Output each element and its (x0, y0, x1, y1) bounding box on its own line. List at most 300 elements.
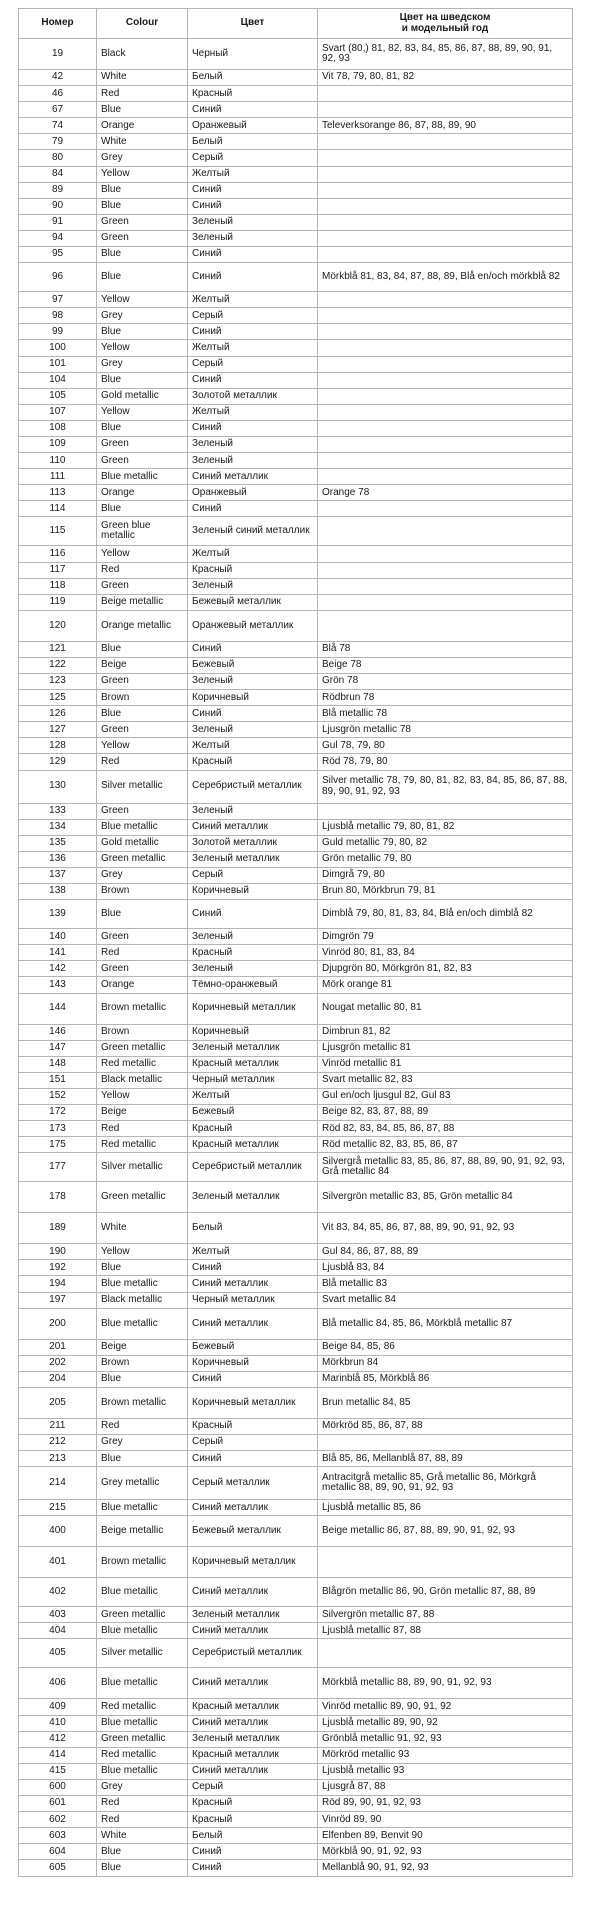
cell-number: 192 (19, 1260, 97, 1276)
table-row (19, 1339, 573, 1355)
cell-swedish-color: Mellanblå 90, 91, 92, 93 (318, 1860, 573, 1876)
table-row (19, 102, 573, 118)
cell-color-ru: Оранжевый (188, 485, 318, 501)
table-row (19, 247, 573, 263)
table-row (19, 292, 573, 308)
cell-color-ru: Синий (188, 1260, 318, 1276)
cell-number: 138 (19, 884, 97, 900)
cell-number: 121 (19, 641, 97, 657)
cell-color-ru: Синий (188, 1371, 318, 1387)
cell-color-ru: Синий металлик (188, 1578, 318, 1607)
cell-color-ru: Красный (188, 945, 318, 961)
cell-number: 100 (19, 340, 97, 356)
cell-number: 175 (19, 1137, 97, 1153)
cell-colour: Grey (97, 867, 188, 883)
table-row (19, 1040, 573, 1056)
cell-colour: Blue (97, 1451, 188, 1467)
cell-number: 414 (19, 1747, 97, 1763)
cell-swedish-color (318, 247, 573, 263)
cell-swedish-color: Televerksorange 86, 87, 88, 89, 90 (318, 118, 573, 134)
cell-color-ru: Зеленый металлик (188, 1607, 318, 1623)
cell-swedish-color (318, 150, 573, 166)
cell-number: 107 (19, 404, 97, 420)
cell-number: 173 (19, 1121, 97, 1137)
cell-swedish-color (318, 198, 573, 214)
table-row (19, 1547, 573, 1578)
cell-color-ru: Серый (188, 356, 318, 372)
cell-colour: Red (97, 1812, 188, 1828)
cell-colour: Brown metallic (97, 1547, 188, 1578)
cell-colour: Blue (97, 372, 188, 388)
cell-swedish-color: Mörkbrun 84 (318, 1355, 573, 1371)
table-row (19, 1088, 573, 1104)
table-row (19, 835, 573, 851)
cell-colour: Red (97, 945, 188, 961)
cell-number: 134 (19, 819, 97, 835)
cell-colour: Silver metallic (97, 770, 188, 803)
table-row (19, 501, 573, 517)
cell-swedish-color: Svart metallic 82, 83 (318, 1072, 573, 1088)
cell-colour: Yellow (97, 404, 188, 420)
cell-number: 109 (19, 436, 97, 452)
cell-swedish-color (318, 469, 573, 485)
cell-swedish-color: Blå metallic 83 (318, 1276, 573, 1292)
table-row (19, 1623, 573, 1639)
cell-number: 200 (19, 1308, 97, 1339)
cell-color-ru: Красный металлик (188, 1137, 318, 1153)
cell-color-ru: Черный металлик (188, 1292, 318, 1308)
cell-colour: Gold metallic (97, 388, 188, 404)
cell-colour: Blue (97, 198, 188, 214)
table-row (19, 1828, 573, 1844)
cell-number: 215 (19, 1500, 97, 1516)
cell-colour: Brown (97, 1355, 188, 1371)
header-number: Номер (19, 9, 97, 39)
cell-colour: Green metallic (97, 851, 188, 867)
cell-number: 409 (19, 1699, 97, 1715)
cell-number: 189 (19, 1213, 97, 1244)
table-row (19, 594, 573, 610)
table-row (19, 1715, 573, 1731)
cell-swedish-color (318, 340, 573, 356)
cell-swedish-color: Ljusblå 83, 84 (318, 1260, 573, 1276)
table-row (19, 722, 573, 738)
cell-number: 117 (19, 562, 97, 578)
cell-color-ru: Синий (188, 1451, 318, 1467)
cell-color-ru: Бежевый (188, 657, 318, 673)
cell-color-ru: Коричневый металлик (188, 1387, 318, 1418)
cell-color-ru: Желтый (188, 546, 318, 562)
cell-number: 95 (19, 247, 97, 263)
cell-number: 412 (19, 1731, 97, 1747)
cell-colour: Silver metallic (97, 1153, 188, 1182)
cell-color-ru: Белый (188, 1213, 318, 1244)
cell-color-ru: Оранжевый (188, 118, 318, 134)
cell-number: 80 (19, 150, 97, 166)
cell-color-ru: Красный металлик (188, 1747, 318, 1763)
cell-swedish-color: Beige metallic 86, 87, 88, 89, 90, 91, 92, 93 (318, 1516, 573, 1547)
cell-swedish-color: Vit 78, 79, 80, 81, 82 (318, 70, 573, 86)
table-row (19, 166, 573, 182)
cell-number: 110 (19, 453, 97, 469)
cell-swedish-color: Ljusgrön metallic 81 (318, 1040, 573, 1056)
cell-colour: Orange metallic (97, 610, 188, 641)
table-row (19, 1104, 573, 1120)
cell-colour: Green (97, 961, 188, 977)
cell-color-ru: Красный (188, 1796, 318, 1812)
cell-number: 113 (19, 485, 97, 501)
cell-color-ru: Зеленый синий металлик (188, 517, 318, 546)
cell-colour: Green metallic (97, 1607, 188, 1623)
cell-number: 147 (19, 1040, 97, 1056)
table-row (19, 1137, 573, 1153)
cell-number: 143 (19, 977, 97, 993)
cell-color-ru: Серый (188, 150, 318, 166)
table-row (19, 340, 573, 356)
cell-number: 114 (19, 501, 97, 517)
cell-color-ru: Красный (188, 562, 318, 578)
cell-swedish-color: Vinröd 89, 90 (318, 1812, 573, 1828)
cell-swedish-color: Silvergrå metallic 83, 85, 86, 87, 88, 89, 90, 91, 92, 93, Grå metallic 84 (318, 1153, 573, 1182)
table-row (19, 690, 573, 706)
cell-colour: Blue (97, 641, 188, 657)
cell-color-ru: Белый (188, 134, 318, 150)
cell-color-ru: Синий металлик (188, 1308, 318, 1339)
cell-swedish-color: Antracitgrå metallic 85, Grå metallic 86, Mörkgrå metallic 88, 89, 90, 91, 92, 93 (318, 1467, 573, 1500)
cell-colour: Red (97, 1796, 188, 1812)
cell-number: 118 (19, 578, 97, 594)
table-row (19, 263, 573, 292)
cell-number: 404 (19, 1623, 97, 1639)
cell-number: 601 (19, 1796, 97, 1812)
cell-number: 201 (19, 1339, 97, 1355)
table-row (19, 1812, 573, 1828)
cell-color-ru: Тёмно-оранжевый (188, 977, 318, 993)
table-row (19, 1451, 573, 1467)
cell-number: 126 (19, 706, 97, 722)
cell-colour: Green metallic (97, 1731, 188, 1747)
cell-color-ru: Коричневый металлик (188, 1547, 318, 1578)
table-row (19, 485, 573, 501)
cell-swedish-color: Ljusgrön metallic 78 (318, 722, 573, 738)
color-code-table (18, 8, 573, 1877)
cell-number: 142 (19, 961, 97, 977)
cell-swedish-color: Dimbrun 81, 82 (318, 1024, 573, 1040)
cell-swedish-color (318, 1547, 573, 1578)
table-row (19, 1796, 573, 1812)
cell-swedish-color (318, 292, 573, 308)
cell-swedish-color: Nougat metallic 80, 81 (318, 993, 573, 1024)
cell-swedish-color (318, 1639, 573, 1668)
cell-swedish-color: Mörkröd 85, 86, 87, 88 (318, 1418, 573, 1434)
cell-colour: Red metallic (97, 1699, 188, 1715)
cell-swedish-color (318, 86, 573, 102)
cell-number: 410 (19, 1715, 97, 1731)
cell-colour: Brown metallic (97, 1387, 188, 1418)
cell-colour: Blue metallic (97, 1668, 188, 1699)
cell-color-ru: Красный (188, 86, 318, 102)
cell-color-ru: Красный (188, 1418, 318, 1434)
cell-colour: Red (97, 754, 188, 770)
cell-color-ru: Коричневый (188, 1024, 318, 1040)
cell-number: 146 (19, 1024, 97, 1040)
cell-colour: Yellow (97, 1088, 188, 1104)
cell-color-ru: Оранжевый металлик (188, 610, 318, 641)
cell-swedish-color (318, 562, 573, 578)
cell-swedish-color: Silvergrön metallic 87, 88 (318, 1607, 573, 1623)
cell-swedish-color: Svart (80,) 81, 82, 83, 84, 85, 86, 87, 88, 89, 90, 91, 92, 93 (318, 39, 573, 70)
cell-color-ru: Желтый (188, 404, 318, 420)
cell-number: 136 (19, 851, 97, 867)
cell-swedish-color (318, 594, 573, 610)
table-row (19, 1024, 573, 1040)
table-row (19, 1516, 573, 1547)
cell-colour: Grey metallic (97, 1467, 188, 1500)
cell-color-ru: Зеленый металлик (188, 1182, 318, 1213)
table-row (19, 1355, 573, 1371)
cell-number: 603 (19, 1828, 97, 1844)
cell-color-ru: Желтый (188, 166, 318, 182)
cell-swedish-color (318, 404, 573, 420)
cell-number: 402 (19, 1578, 97, 1607)
cell-colour: Black metallic (97, 1072, 188, 1088)
table-row (19, 1607, 573, 1623)
cell-swedish-color: Blå 78 (318, 641, 573, 657)
cell-color-ru: Синий (188, 324, 318, 340)
cell-colour: Yellow (97, 546, 188, 562)
cell-swedish-color: Ljusblå metallic 85, 86 (318, 1500, 573, 1516)
cell-swedish-color (318, 610, 573, 641)
cell-color-ru: Серебристый металлик (188, 770, 318, 803)
cell-swedish-color: Marinblå 85, Mörkblå 86 (318, 1371, 573, 1387)
header-swedish-color-year: Цвет на шведском и модельный год (318, 9, 573, 39)
table-row (19, 1699, 573, 1715)
table-row (19, 356, 573, 372)
cell-colour: Green metallic (97, 1040, 188, 1056)
cell-number: 122 (19, 657, 97, 673)
cell-color-ru: Синий (188, 420, 318, 436)
table-row (19, 182, 573, 198)
cell-color-ru: Синий металлик (188, 469, 318, 485)
cell-color-ru: Серый (188, 1435, 318, 1451)
cell-colour: Yellow (97, 738, 188, 754)
cell-number: 213 (19, 1451, 97, 1467)
table-row (19, 453, 573, 469)
cell-number: 135 (19, 835, 97, 851)
cell-color-ru: Бежевый (188, 1339, 318, 1355)
cell-colour: White (97, 1213, 188, 1244)
cell-swedish-color: Beige 84, 85, 86 (318, 1339, 573, 1355)
cell-color-ru: Синий металлик (188, 1668, 318, 1699)
cell-colour: Blue (97, 263, 188, 292)
cell-number: 84 (19, 166, 97, 182)
table-row (19, 308, 573, 324)
cell-number: 177 (19, 1153, 97, 1182)
cell-colour: Blue metallic (97, 1715, 188, 1731)
cell-color-ru: Зеленый металлик (188, 851, 318, 867)
cell-number: 172 (19, 1104, 97, 1120)
cell-colour: Orange (97, 118, 188, 134)
cell-swedish-color (318, 324, 573, 340)
cell-colour: Blue metallic (97, 1500, 188, 1516)
cell-swedish-color: Vinröd 80, 81, 83, 84 (318, 945, 573, 961)
cell-number: 148 (19, 1056, 97, 1072)
cell-number: 119 (19, 594, 97, 610)
cell-swedish-color: Beige 78 (318, 657, 573, 673)
cell-number: 94 (19, 230, 97, 246)
cell-swedish-color (318, 578, 573, 594)
cell-colour: Yellow (97, 292, 188, 308)
table-row (19, 738, 573, 754)
header-color-ru: Цвет (188, 9, 318, 39)
cell-color-ru: Красный металлик (188, 1699, 318, 1715)
cell-number: 140 (19, 929, 97, 945)
table-row (19, 562, 573, 578)
cell-number: 115 (19, 517, 97, 546)
cell-number: 129 (19, 754, 97, 770)
table-row (19, 436, 573, 452)
table-row (19, 1763, 573, 1779)
cell-color-ru: Коричневый (188, 690, 318, 706)
cell-colour: Blue (97, 247, 188, 263)
cell-swedish-color: Rödbrun 78 (318, 690, 573, 706)
cell-colour: Yellow (97, 340, 188, 356)
cell-colour: Blue (97, 102, 188, 118)
table-row (19, 198, 573, 214)
cell-colour: Beige (97, 1104, 188, 1120)
cell-swedish-color: Röd 82, 83, 84, 85, 86, 87, 88 (318, 1121, 573, 1137)
color-table-container (18, 8, 572, 1877)
table-row (19, 324, 573, 340)
cell-colour: Red (97, 86, 188, 102)
cell-color-ru: Синий (188, 501, 318, 517)
cell-colour: White (97, 70, 188, 86)
cell-colour: Brown (97, 690, 188, 706)
table-row (19, 1276, 573, 1292)
cell-number: 144 (19, 993, 97, 1024)
cell-colour: Red metallic (97, 1747, 188, 1763)
cell-colour: Blue (97, 1260, 188, 1276)
cell-colour: White (97, 1828, 188, 1844)
table-row (19, 1182, 573, 1213)
cell-number: 211 (19, 1418, 97, 1434)
cell-colour: Grey (97, 1779, 188, 1795)
cell-color-ru: Зеленый (188, 214, 318, 230)
cell-number: 42 (19, 70, 97, 86)
cell-color-ru: Синий (188, 198, 318, 214)
cell-swedish-color: Röd 89, 90, 91, 92, 93 (318, 1796, 573, 1812)
cell-colour: Green (97, 929, 188, 945)
cell-colour: Blue (97, 501, 188, 517)
cell-swedish-color: Gul 78, 79, 80 (318, 738, 573, 754)
table-row (19, 1668, 573, 1699)
table-row (19, 884, 573, 900)
table-row (19, 404, 573, 420)
table-row (19, 517, 573, 546)
cell-swedish-color (318, 102, 573, 118)
cell-color-ru: Бежевый (188, 1104, 318, 1120)
cell-number: 212 (19, 1435, 97, 1451)
table-row (19, 39, 573, 70)
cell-colour: Brown metallic (97, 993, 188, 1024)
cell-colour: Green blue metallic (97, 517, 188, 546)
cell-swedish-color: Brun 80, Mörkbrun 79, 81 (318, 884, 573, 900)
cell-colour: Red metallic (97, 1137, 188, 1153)
cell-colour: Blue (97, 324, 188, 340)
table-row (19, 1435, 573, 1451)
cell-colour: Silver metallic (97, 1639, 188, 1668)
cell-colour: Beige (97, 1339, 188, 1355)
cell-number: 415 (19, 1763, 97, 1779)
cell-color-ru: Желтый (188, 1088, 318, 1104)
cell-swedish-color: Elfenben 89, Benvit 90 (318, 1828, 573, 1844)
cell-colour: Green (97, 453, 188, 469)
cell-number: 204 (19, 1371, 97, 1387)
cell-color-ru: Красный (188, 1812, 318, 1828)
cell-number: 406 (19, 1668, 97, 1699)
cell-swedish-color: Beige 82, 83, 87, 88, 89 (318, 1104, 573, 1120)
table-row (19, 1578, 573, 1607)
cell-number: 205 (19, 1387, 97, 1418)
table-row (19, 1072, 573, 1088)
cell-colour: Green (97, 674, 188, 690)
cell-swedish-color: Djupgrön 80, Mörkgrön 81, 82, 83 (318, 961, 573, 977)
cell-number: 125 (19, 690, 97, 706)
table-row (19, 469, 573, 485)
cell-swedish-color: Dimgrå 79, 80 (318, 867, 573, 883)
cell-number: 602 (19, 1812, 97, 1828)
cell-swedish-color (318, 501, 573, 517)
table-row (19, 420, 573, 436)
cell-swedish-color: Blå metallic 78 (318, 706, 573, 722)
cell-colour: Blue metallic (97, 469, 188, 485)
cell-number: 128 (19, 738, 97, 754)
table-row (19, 1153, 573, 1182)
header-row (19, 9, 573, 39)
cell-color-ru: Зеленый (188, 436, 318, 452)
table-row (19, 1747, 573, 1763)
cell-swedish-color: Mörk orange 81 (318, 977, 573, 993)
cell-color-ru: Зеленый (188, 961, 318, 977)
cell-swedish-color (318, 517, 573, 546)
table-row (19, 1260, 573, 1276)
table-row (19, 1308, 573, 1339)
cell-swedish-color: Gul 84, 86, 87, 88, 89 (318, 1244, 573, 1260)
cell-color-ru: Зеленый (188, 803, 318, 819)
table-row (19, 1860, 573, 1876)
table-body (19, 39, 573, 1877)
cell-number: 130 (19, 770, 97, 803)
cell-number: 152 (19, 1088, 97, 1104)
table-row (19, 1244, 573, 1260)
cell-color-ru: Белый (188, 70, 318, 86)
cell-number: 104 (19, 372, 97, 388)
cell-colour: Green (97, 722, 188, 738)
cell-number: 214 (19, 1467, 97, 1500)
cell-number: 141 (19, 945, 97, 961)
cell-color-ru: Золотой металлик (188, 388, 318, 404)
cell-swedish-color (318, 546, 573, 562)
table-row (19, 1213, 573, 1244)
table-row (19, 900, 573, 929)
cell-colour: Blue (97, 706, 188, 722)
table-row (19, 1292, 573, 1308)
cell-colour: Grey (97, 150, 188, 166)
cell-colour: Red (97, 1121, 188, 1137)
cell-colour: Yellow (97, 166, 188, 182)
cell-swedish-color: Grön 78 (318, 674, 573, 690)
table-row (19, 1467, 573, 1500)
